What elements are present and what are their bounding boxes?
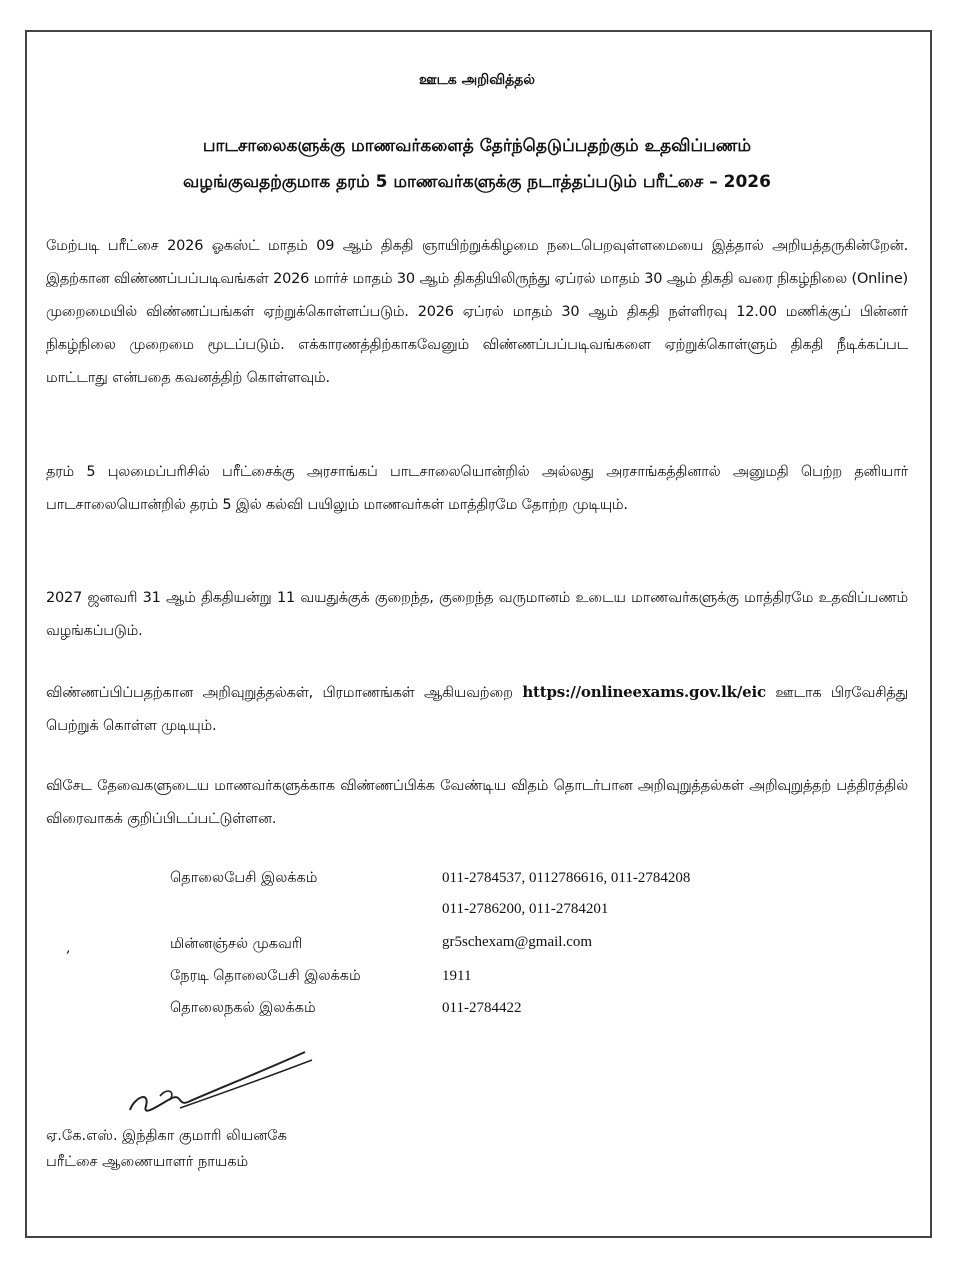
phone-numbers-line-2: 011-2786200, 011-2784201 bbox=[442, 901, 609, 917]
hotline-label: நேரடி தொலைபேசி இலக்கம் bbox=[170, 968, 361, 984]
fax-number: 011-2784422 bbox=[442, 1000, 522, 1016]
exam-portal-link[interactable]: https://onlineexams.gov.lk/eic bbox=[522, 683, 766, 701]
headline-line-2: வழங்குவதற்குமாக தரம் 5 மாணவர்களுக்கு நடாத்தப்படும் பரீட்சை – 2026 bbox=[183, 172, 771, 192]
instructions-text: விண்ணப்பிப்பதற்கான அறிவுறுத்தல்கள், பிரமாணங்கள் ஆகியவற்றை bbox=[46, 685, 523, 701]
signatory-name: ஏ.கே.எஸ். இந்திகா குமாரி லியனகே bbox=[46, 1128, 287, 1144]
paragraph-special-needs: விசேட தேவைகளுடைய மாணவர்களுக்காக விண்ணப்பிக்க வேண்டிய விதம் தொடர்பான அறிவுறுத்தல்கள் அறிவுறுத்தற் பத்திரத்தில் விரைவாகக் குறிப்பிடப்பட்டுள்ளன. bbox=[46, 778, 908, 827]
fax-label: தொலைநகல் இலக்கம் bbox=[170, 1000, 316, 1016]
signatory-title: பரீட்சை ஆணையாளர் நாயகம் bbox=[46, 1154, 249, 1170]
headline-line-1: பாடசாலைகளுக்கு மாணவர்களைத் தேர்ந்தெடுப்பதற்கும் உதவிப்பணம் bbox=[202, 136, 752, 156]
paragraph-instructions bbox=[46, 676, 908, 743]
paragraph-eligibility: தரம் 5 புலமைப்பரிசில் பரீட்சைக்கு அரசாங்கப் பாடசாலையொன்றில் அல்லது அரசாங்கத்தினால் அனுமதி பெற்ற தனியார் பாடசாலையொன்றில் தரம் 5 இல் கல்வி பயிலும் மாணவர்கள் மாத்திரமே தோற்ற முடியும். bbox=[46, 464, 908, 513]
phone-label: தொலைபேசி இலக்கம் bbox=[170, 870, 318, 886]
notice-title: ஊடக அறிவித்தல் bbox=[419, 72, 535, 88]
email-label: மின்னஞ்சல் முகவரி bbox=[170, 936, 303, 952]
hotline-number: 1911 bbox=[442, 968, 472, 984]
stray-mark: , bbox=[66, 940, 71, 956]
paragraph-exam-date: மேற்படி பரீட்சை 2026 ஓகஸ்ட் மாதம் 09 ஆம் திகதி ஞாயிற்றுக்கிழமை நடைபெறவுள்ளமையை இத்தால் அறியத்தருகின்றேன். இதற்கான விண்ணப்பப்படிவங்கள் 2026 மார்ச் மாதம் 30 ஆம் திகதியிலிருந்து ஏப்ரல் மாதம் 30 ஆம் திகதி வரை நிகழ்நிலை (Online) முறைமையில் விண்ணப்பங்கள் ஏற்றுக்கொள்ளப்படும். 2026 ஏப்ரல் மாதம் 30 ஆம் திகதி நள்ளிரவு 12.00 மணிக்குப் பின்னர் நிகழ்நிலை முறைமை மூடப்படும். எக்காரணத்திற்காகவேனும் விண்ணப்பப்படிவங்களை ஏற்றுக்கொள்ளும் திகதி நீடிக்கப்பட மாட்டாது என்பதை கவனத்திற் கொள்ளவும். bbox=[46, 238, 908, 386]
signature-image bbox=[120, 1048, 320, 1123]
instructions-text-end: ஊடாக பிரவேசித்து பெற்றுக் கொள்ள முடியும். bbox=[46, 685, 908, 734]
email-address[interactable]: gr5schexam@gmail.com bbox=[442, 934, 593, 950]
paragraph-bursary: 2027 ஜனவரி 31 ஆம் திகதியன்று 11 வயதுக்குக் குறைந்த, குறைந்த வருமானம் உடைய மாணவர்களுக்கு மாத்திரமே உதவிப்பணம் வழங்கப்படும். bbox=[46, 590, 908, 639]
phone-numbers-line-1: 011-2784537, 0112786616, 011-2784208 bbox=[442, 870, 691, 886]
